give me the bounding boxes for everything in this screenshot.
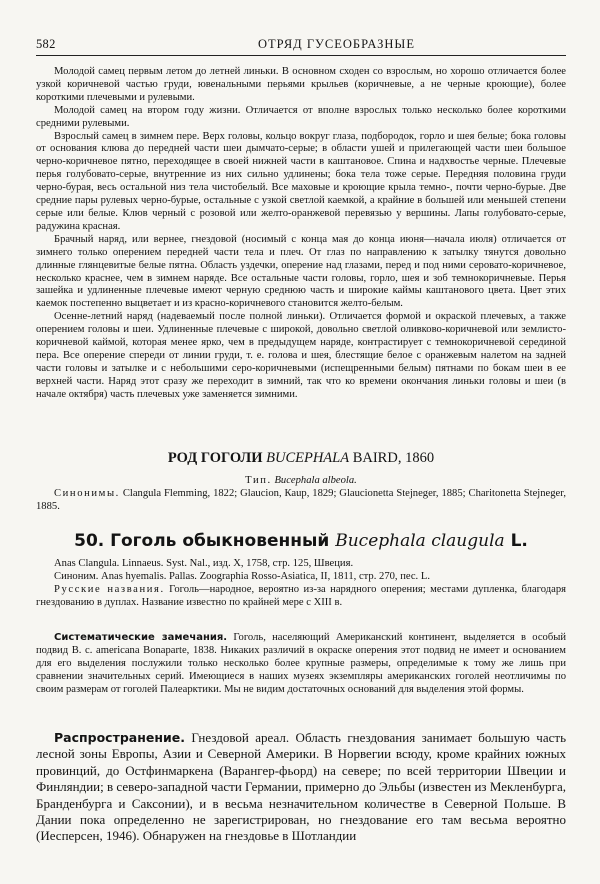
species-nomenclature — [36, 558, 566, 610]
paragraph-breeding-plumage: Брачный наряд, или вернее, гнездовой (носимый с конца мая до конца июня—начала июля) отличается от зимнего только оперением передней части тела и плеч. От глаз по направлению к затылку тянутся довольно длинные глянцевитые белые пятна. Область уздечки, оперение над глазами, перед и под ними серовато-коричневое, несколько краснее, чем в зимнем наряде. Все остальные части головы, горло, шея и зоб темнокоричневые. Перья зашейка и удлиненные плечевые имеют черную среднюю часть и широкие каймы каштанового цвета. Цвет этих каемок постепенно выцветает и из красно-коричневого становится желто-белым. — [36, 233, 566, 310]
species-latin: Bucephala claugula — [335, 531, 505, 551]
running-header — [36, 35, 566, 56]
species-heading — [36, 531, 566, 551]
systematic-paragraph — [36, 632, 566, 697]
plumage-description — [36, 66, 566, 402]
page-number: 582 — [36, 37, 56, 51]
genus-author-year: BAIRD, 1860 — [352, 450, 435, 466]
paragraph-adult-male-winter: Взрослый самец в зимнем пере. Верх головы, кольцо вокруг глаза, подбородок, горло и шея белые; бока головы от основания клюва до передней части шеи дымчато-серые; в области ушей и прилегающей части шеи большое черно-коричневое пятно, переходящее в своей нижней части в каштановое. Спина и надхвостье черные. Плечевые перья голубовато-серые, внутренние из них сильно удлинены; бока тела тоже серые. Передняя половина груди черно-бурая, весь остальной низ тела чистобелый. Все маховые и кроющие крыла темно-, почти черно-бурые. Две средние пары рулевых черно-бурые, остальные с узкой светлой каемкой, а крайние в большей или меньшей степени серые или белые. Клюв черный с розовой или желто-оранжевой перевязью у вершины. Лапы голубовато-серые, радужина красная. — [36, 130, 566, 232]
russian-names-label: Русские названия. — [54, 583, 165, 595]
genus-type-line — [36, 475, 566, 488]
running-title: ОТРЯД ГУСЕОБРАЗНЫЕ — [258, 37, 415, 51]
genus-synonyms-line — [36, 488, 566, 514]
distribution-label: Распространение. — [54, 730, 185, 745]
genus-prefix: РОД ГОГОЛИ — [167, 450, 263, 466]
genus-latin: BUCEPHALA — [266, 450, 350, 466]
systematic-remarks — [36, 632, 566, 697]
synonyms-text: Clangula Flemming, 1822; Glaucion, Каup, 1829; Glaucionetta Stejneger, 1885; Charitonetta Stejneger, 1885. — [36, 487, 566, 512]
distribution-paragraph — [36, 730, 566, 845]
type-species: Bucephala albeola. — [274, 475, 357, 486]
synonyms-label: Синонимы. — [54, 487, 120, 499]
original-description: Anas Clangula. Linnaeus. Syst. Nal., изд. X, 1758, стр. 125, Швеция. — [54, 558, 354, 569]
systematic-text: Гоголь, населяющий Американский континент, выделяется в особый подвид B. c. americana Bonaparte, 1838. Никаких различий в окраске оперения этот подвид не имеет и основанием для его выделения послужили только несколько более крупные размеры, определимые к тому же лишь при сравнении значительных серий. Имеющиеся в наших музеях экземпляры американских гоголей неотличимы по своим размерам от гоголей Палеарктики. Мы не видим достаточных оснований для выделения этой формы. — [36, 632, 566, 695]
species-author: L. — [510, 531, 528, 551]
paragraph-autumn-summer-plumage: Осенне-летний наряд (надеваемый после полной линьки). Отличается формой и окраской плечевых, а также оперением головы и шеи. Удлиненные плечевые с широкой, довольно светлой оливково-коричневой или землисто-коричневой каймой, которая менее ярко, чем в предыдущем наряде, контрастирует с темнокоричневой серединой пера. Все оперение спереди от линии груди, т. е. голова и шея, блестящие белое с оранжевым налетом на задней части головы и затылке и с небольшими серо-коричневыми (испещренными белым) пятнами по бокам шеи в ее верхней части. Наряд этот сразу же переходит в зимний, так что ко времени окончания линьки головы и шеи (в начале октября) часть плечевых уже заменяется зимними. — [36, 311, 566, 400]
russian-names — [36, 584, 566, 610]
type-label: Тип. — [245, 475, 272, 486]
genus-details — [36, 475, 566, 514]
russian-names-text: Гоголь—народное, вероятно из-за нарядного оперения; местами дупленка, благодаря гнездованию в дуплах. Название известно по крайней мере с XIII в. — [36, 583, 566, 608]
genus-heading — [36, 450, 566, 467]
paragraph-young-male-first-summer: Молодой самец первым летом до летней линьки. В основном сходен со взрослым, но хорошо отличается более узкой коричневой частью груди, ювенальными перьями крыльев (коричневые, а не черные кроющие), более короткими плечевыми и рулевыми. — [36, 66, 566, 103]
systematic-label: Систематические замечания. — [54, 632, 228, 643]
distribution-section — [36, 730, 566, 845]
species-number-name: 50. Гоголь обыкновенный — [74, 531, 330, 551]
distribution-text: Гнездовой ареал. Область гнездования занимает большую часть лесной зоны Европы, Азии и Северной Америки. В Норвегии всюду, кроме крайних южных провинций, до Остфинмаркена (Варангер-фьорд) на севере; по всей территории Швеции и Финляндии; в северо-западной части Германии, примерно до Эльбы (известен из Мекленбурга, Бранденбурга и Саксонии), и в весьма незначительном количестве в Северной Польше. В Дании пока определенно не зарегистрирован, но гнездование его там весьма вероятно (Иесперсен, 1946). Обнаружен на гнездовье в Шотландии — [36, 730, 566, 844]
species-synonym: Синоним. Anas hyemalis. Pallas. Zoographia Rosso-Asiatica, II, 1811, стр. 270, пес. L. — [54, 570, 430, 582]
paragraph-young-male-second-year: Молодой самец на втором году жизни. Отличается от вполне взрослых только несколько более короткими средними рулевыми. — [36, 104, 566, 129]
